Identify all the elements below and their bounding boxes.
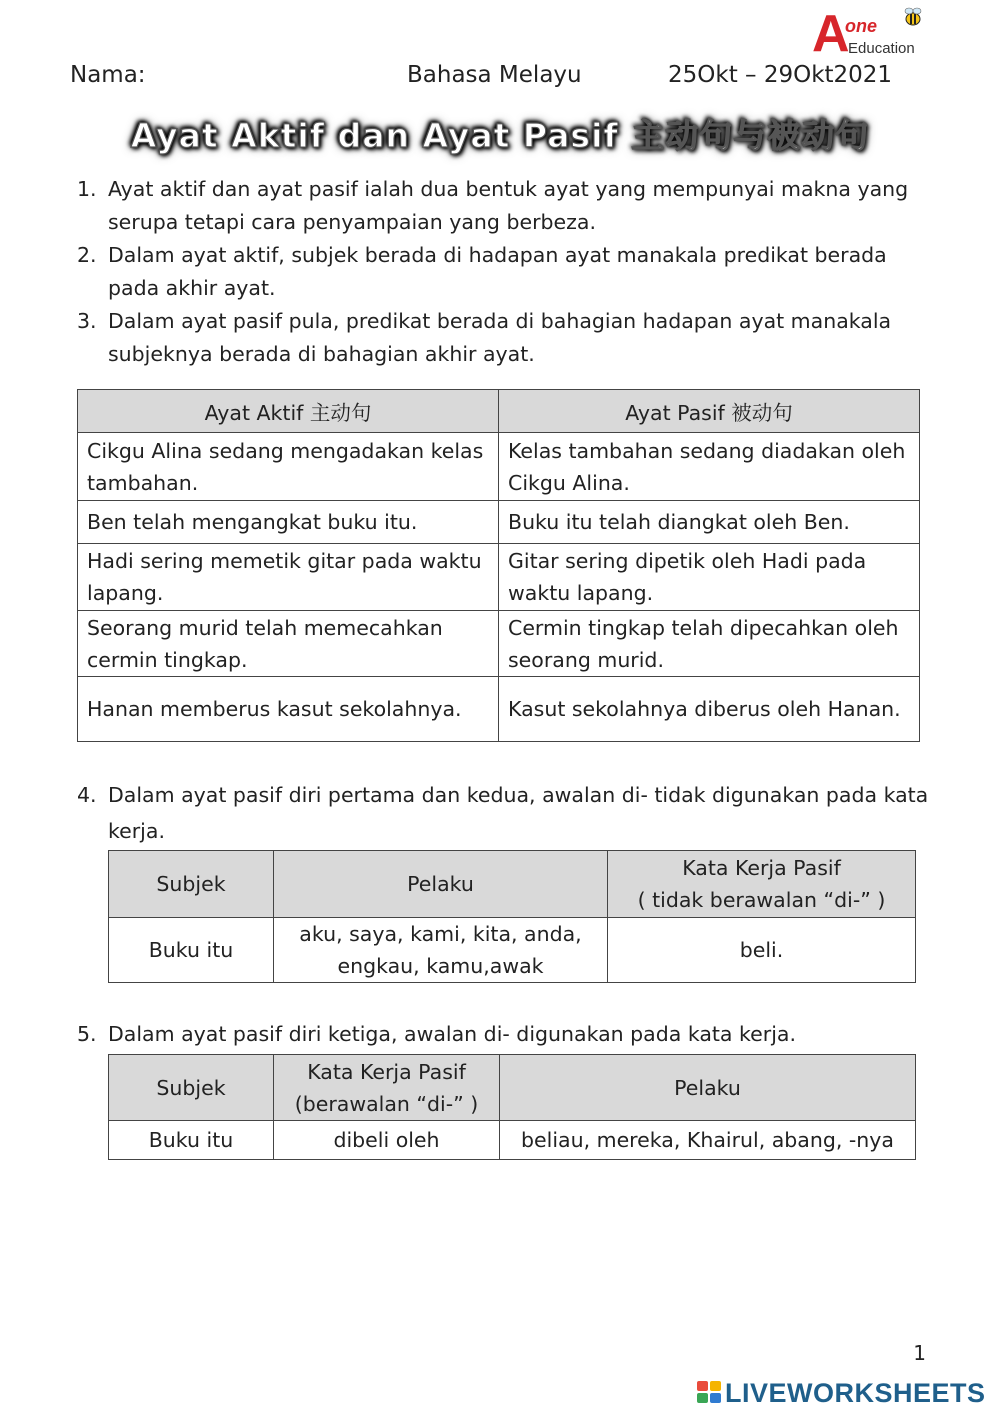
- list-item: [77, 1018, 937, 1051]
- table-cell: beli.: [608, 918, 916, 983]
- header-line: Kata Kerja Pasif: [682, 856, 841, 880]
- list-text: Ayat aktif dan ayat pasif ialah dua bentuk ayat yang mempunyai makna yang serupa tetapi cara penyampaian yang berbeza.: [108, 177, 909, 234]
- table-cell: Kelas tambahan sedang diadakan oleh Cikgu Alina.: [499, 433, 920, 501]
- table-cell: Gitar sering dipetik oleh Hadi pada waktu lapang.: [499, 544, 920, 611]
- table-row: [109, 1121, 916, 1160]
- subject-label: Bahasa Melayu: [407, 62, 582, 88]
- list-text: Dalam ayat pasif pula, predikat berada di bahagian hadapan ayat manakala subjeknya berada di bahagian akhir ayat.: [108, 309, 892, 366]
- header-line: Kata Kerja Pasif: [307, 1059, 466, 1084]
- table-cell: Seorang murid telah memecahkan cermin tingkap.: [78, 611, 499, 677]
- list-item: [77, 173, 937, 239]
- table-cell: [274, 918, 608, 983]
- table-cell: Cikgu Alina sedang mengadakan kelas tambahan.: [78, 433, 499, 501]
- header-kata-kerja-pasif: [274, 1055, 500, 1121]
- name-label: Nama:: [70, 62, 146, 88]
- list-number: 1.: [77, 177, 97, 201]
- list-item: [77, 777, 937, 849]
- cell-line: engkau, kamu,awak: [337, 954, 544, 978]
- table-row: [78, 677, 920, 742]
- table-row: [78, 544, 920, 611]
- logo-one-text: one: [845, 16, 878, 36]
- intro-list: [77, 173, 937, 371]
- active-passive-table: [77, 389, 920, 742]
- header-ayat-pasif: Ayat Pasif 被动句: [499, 390, 920, 433]
- table-cell: Buku itu: [109, 918, 274, 983]
- header-subjek: Subjek: [109, 1055, 274, 1121]
- cell-line: aku, saya, kami, kita, anda,: [299, 922, 582, 946]
- list-item: [77, 239, 937, 305]
- header-pelaku: Pelaku: [274, 851, 608, 918]
- table-cell: Buku itu: [109, 1121, 274, 1160]
- list-item: [77, 305, 937, 371]
- table-row: [78, 433, 920, 501]
- table-cell: Cermin tingkap telah dipecahkan oleh seorang murid.: [499, 611, 920, 677]
- list-text: Dalam ayat pasif diri pertama dan kedua, awalan di- tidak digunakan pada kata kerja.: [108, 783, 929, 843]
- brand-logo: [812, 4, 932, 64]
- liveworksheets-icon: [697, 1381, 723, 1405]
- logo-education-text: Education: [848, 40, 915, 57]
- table-row: [78, 501, 920, 544]
- bee-icon: [902, 6, 924, 28]
- list-number: 4.: [77, 783, 97, 807]
- table-cell: beliau, mereka, Khairul, abang, -nya: [500, 1121, 916, 1160]
- list-number: 3.: [77, 309, 97, 333]
- table-cell: Ben telah mengangkat buku itu.: [78, 501, 499, 544]
- point-5: [77, 1018, 937, 1051]
- header-pelaku: Pelaku: [500, 1055, 916, 1121]
- table-cell: Hadi sering memetik gitar pada waktu lapang.: [78, 544, 499, 611]
- table-row: [78, 611, 920, 677]
- table-cell: Buku itu telah diangkat oleh Ben.: [499, 501, 920, 544]
- point-4: [77, 777, 937, 849]
- list-text: Dalam ayat pasif diri ketiga, awalan di- digunakan pada kata kerja.: [108, 1022, 796, 1046]
- table-row: [109, 918, 916, 983]
- page-number: 1: [913, 1341, 926, 1365]
- third-person-table: [108, 1054, 916, 1160]
- header-line: ( tidak berawalan “di-” ): [637, 888, 886, 912]
- header-kata-kerja-pasif: [608, 851, 916, 918]
- table-cell: dibeli oleh: [274, 1121, 500, 1160]
- table-cell: Kasut sekolahnya diberus oleh Hanan.: [499, 677, 920, 742]
- footer-brand[interactable]: [697, 1378, 986, 1408]
- first-second-person-table: [108, 850, 916, 983]
- header-line: (berawalan “di-” ): [294, 1091, 479, 1116]
- footer-brand-text: LIVEWORKSHEETS: [725, 1378, 986, 1408]
- date-range: 25Okt – 29Okt2021: [668, 62, 893, 88]
- list-text: Dalam ayat aktif, subjek berada di hadapan ayat manakala predikat berada pada akhir ayat.: [108, 243, 887, 300]
- header-ayat-aktif: Ayat Aktif 主动句: [78, 390, 499, 433]
- logo-letter: A: [812, 5, 850, 63]
- header-subjek: Subjek: [109, 851, 274, 918]
- page-title: Ayat Aktif dan Ayat Pasif 主动句与被动句: [130, 116, 870, 155]
- table-cell: Hanan memberus kasut sekolahnya.: [78, 677, 499, 742]
- list-number: 2.: [77, 243, 97, 267]
- list-number: 5.: [77, 1022, 97, 1046]
